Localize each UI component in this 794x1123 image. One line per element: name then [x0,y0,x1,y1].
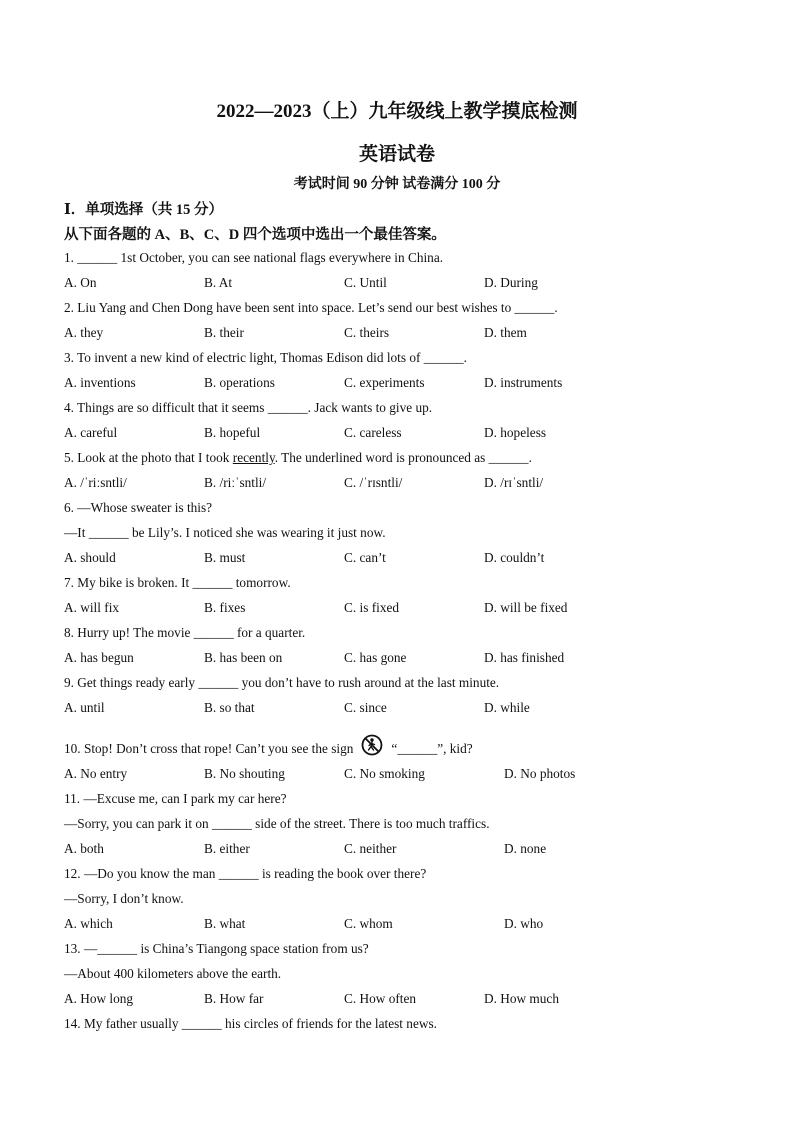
question-10-options [64,766,744,784]
option-a: A. should [64,550,116,565]
option-b: B. At [204,275,233,290]
option-b: B. either [204,841,250,856]
option-b: B. fixes [204,600,246,615]
question-11-options [64,841,744,859]
question-11-line-1: 11. —Excuse me, can I park my car here? [64,791,287,806]
stem-text: . The underlined word is pronounced as ______. [274,450,532,465]
option-d: D. has finished [484,650,565,665]
question-1-options [64,275,744,293]
option-a: A. will fix [64,600,120,615]
option-b: B. their [204,325,244,340]
option-c: C. neither [344,841,397,856]
question-6-options [64,550,744,568]
option-b: B. /riːˈsntli/ [204,475,267,490]
option-d: D. hopeless [484,425,547,440]
question-8-stem: 8. Hurry up! The movie ______ for a quarter. [64,625,306,640]
option-b: B. what [204,916,246,931]
exam-subtitle: 英语试卷 [358,144,435,165]
option-b: B. No shouting [204,766,285,781]
stem-text: 5. Look at the photo that I took [64,450,233,465]
option-a: A. has begun [64,650,134,665]
question-9-stem: 9. Get things ready early ______ you don’t have to rush around at the last minute. [64,675,500,690]
option-c: C. No smoking [344,766,425,781]
option-c: C. since [344,700,387,715]
option-d: D. instruments [484,375,563,390]
question-10-stem [64,734,473,760]
option-a: A. both [64,841,104,856]
option-c: C. whom [344,916,393,931]
option-c: C. Until [344,275,387,290]
question-4-options [64,425,744,443]
option-b: B. hopeful [204,425,261,440]
question-4-stem: 4. Things are so difficult that it seems ______. Jack wants to give up. [64,400,433,415]
option-a: A. How long [64,991,134,1006]
option-a: A. No entry [64,766,128,781]
question-12-line-2: —Sorry, I don’t know. [64,891,184,906]
option-a: A. /ˈriːsntli/ [64,475,127,490]
question-6-line-1: 6. —Whose sweater is this? [64,500,213,515]
question-12-options [64,916,744,934]
option-d: D. During [484,275,538,290]
option-c: C. can’t [344,550,386,565]
option-b: B. has been on [204,650,283,665]
question-6-line-2: —It ______ be Lily’s. I noticed she was wearing it just now. [64,525,386,540]
option-b: B. must [204,550,246,565]
question-5-stem [64,450,532,466]
option-c: C. is fixed [344,600,400,615]
question-8-options [64,650,744,668]
option-a: A. they [64,325,104,340]
question-3-stem: 3. To invent a new kind of electric light, Thomas Edison did lots of ______. [64,350,467,365]
question-13-options [64,991,744,1009]
option-b: B. How far [204,991,264,1006]
option-b: B. so that [204,700,255,715]
option-a: A. until [64,700,105,715]
option-c: C. careless [344,425,402,440]
question-13-line-1: 13. —______ is China’s Tiangong space station from us? [64,941,369,956]
option-d: D. none [504,841,547,856]
question-7-options [64,600,744,618]
question-9-options [64,700,744,718]
underlined-word: recently [232,450,275,465]
question-11-line-2: —Sorry, you can park it on ______ side of the street. There is too much traffics. [64,816,490,831]
section-instruction: 从下面各题的 A、B、C、D 四个选项中选出一个最佳答案。 [64,227,446,243]
exam-info: 考试时间 90 分钟 试卷满分 100 分 [293,177,501,192]
option-c: C. /ˈrɪsntli/ [344,475,403,490]
option-c: C. theirs [344,325,390,340]
option-c: C. experiments [344,375,425,390]
option-d: D. them [484,325,527,340]
option-d: D. /rɪˈsntli/ [484,475,544,490]
option-c: C. has gone [344,650,407,665]
no-entry-sign-icon [359,734,385,760]
question-3-options [64,375,744,393]
question-12-line-1: 12. —Do you know the man ______ is reading the book over there? [64,866,427,881]
option-d: D. will be fixed [484,600,568,615]
option-a: A. On [64,275,97,290]
option-a: A. which [64,916,113,931]
option-b: B. operations [204,375,275,390]
option-c: C. How often [344,991,417,1006]
exam-title: 2022—2023（上）九年级线上教学摸底检测 [216,101,578,122]
section-heading: Ⅰ．单项选择（共 15 分） [64,202,224,218]
option-d: D. while [484,700,530,715]
option-d: D. who [504,916,544,931]
question-1-stem: 1. ______ 1st October, you can see national flags everywhere in China. [64,250,444,265]
option-a: A. inventions [64,375,136,390]
question-2-stem: 2. Liu Yang and Chen Dong have been sent into space. Let’s send our best wishes to ______. [64,300,558,315]
option-d: D. How much [484,991,559,1006]
question-5-options [64,475,744,493]
stem-text: “______”, kid? [391,741,473,756]
question-7-stem: 7. My bike is broken. It ______ tomorrow. [64,575,291,590]
question-14-stem: 14. My father usually ______ his circles of friends for the latest news. [64,1016,437,1031]
stem-text: 10. Stop! Don’t cross that rope! Can’t you see the sign [64,741,354,756]
option-d: D. couldn’t [484,550,545,565]
question-13-line-2: —About 400 kilometers above the earth. [64,966,282,981]
question-2-options [64,325,744,343]
option-d: D. No photos [504,766,576,781]
option-a: A. careful [64,425,118,440]
